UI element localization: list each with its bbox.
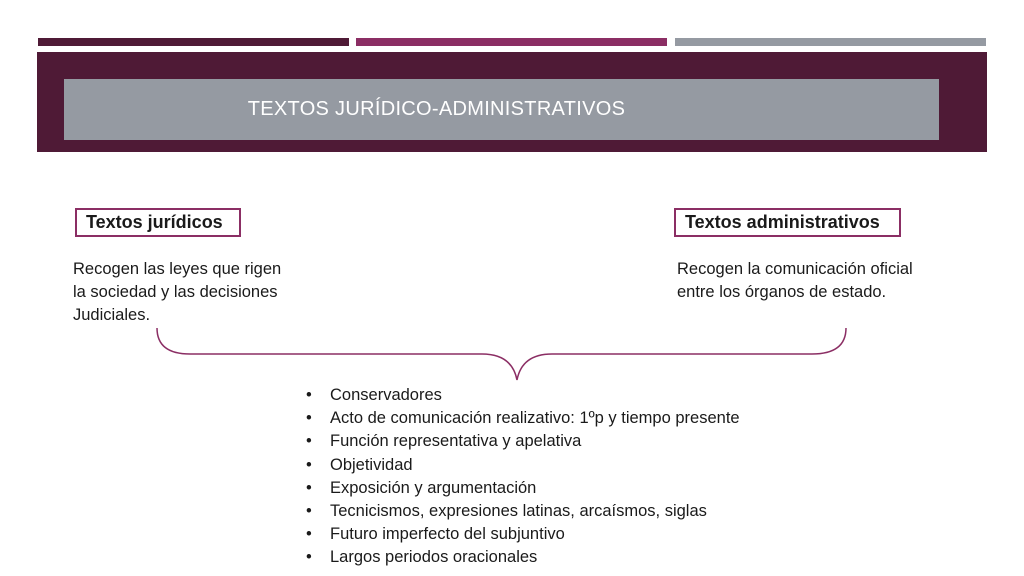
list-item-text: Largos periodos oracionales <box>330 548 538 567</box>
description-line: Recogen la comunicación oficial <box>677 260 913 278</box>
heading-textos-juridicos: Textos jurídicos <box>75 208 241 237</box>
description-line: Judiciales. <box>73 306 151 324</box>
list-item-text: Función representativa y apelativa <box>330 432 582 451</box>
description-line: entre los órganos de estado. <box>677 283 887 301</box>
accent-bar-dark <box>38 38 349 46</box>
description-line: Recogen las leyes que rigen <box>73 260 282 278</box>
bullet: • <box>306 502 312 521</box>
accent-bar-gray <box>675 38 986 46</box>
common-features-list <box>306 384 740 570</box>
bullet: • <box>306 455 312 474</box>
bullet: • <box>306 432 312 451</box>
bullet: • <box>306 409 312 428</box>
bullet: • <box>306 548 312 567</box>
accent-bar-magenta <box>356 38 667 46</box>
list-item-text: Exposición y argumentación <box>330 478 537 497</box>
description-line: la sociedad y las decisiones <box>73 283 278 301</box>
list-item-text: Conservadores <box>330 386 442 404</box>
bullet: • <box>306 478 312 497</box>
list-item <box>306 500 740 523</box>
list-item <box>306 523 740 546</box>
list-item-text: Futuro imperfecto del subjuntivo <box>330 525 565 544</box>
list-item <box>306 477 740 500</box>
list-item <box>306 430 740 453</box>
list-item <box>306 384 740 407</box>
description-juridicos <box>73 258 303 327</box>
slide-title: TEXTOS JURÍDICO-ADMINISTRATIVOS <box>247 98 626 120</box>
list-item-text: Tecnicismos, expresiones latinas, arcaísmos, siglas <box>330 502 707 521</box>
list-item-text: Acto de comunicación realizativo: 1ºp y tiempo presente <box>330 409 740 428</box>
list-item <box>306 546 740 569</box>
bullet: • <box>306 386 312 404</box>
description-administrativos <box>677 258 947 304</box>
curly-brace <box>150 322 855 384</box>
list-item-text: Objetividad <box>330 455 413 474</box>
bullet: • <box>306 525 312 544</box>
title-box <box>64 79 939 140</box>
heading-textos-administrativos: Textos administrativos <box>674 208 901 237</box>
list-item <box>306 454 740 477</box>
list-item <box>306 407 740 430</box>
